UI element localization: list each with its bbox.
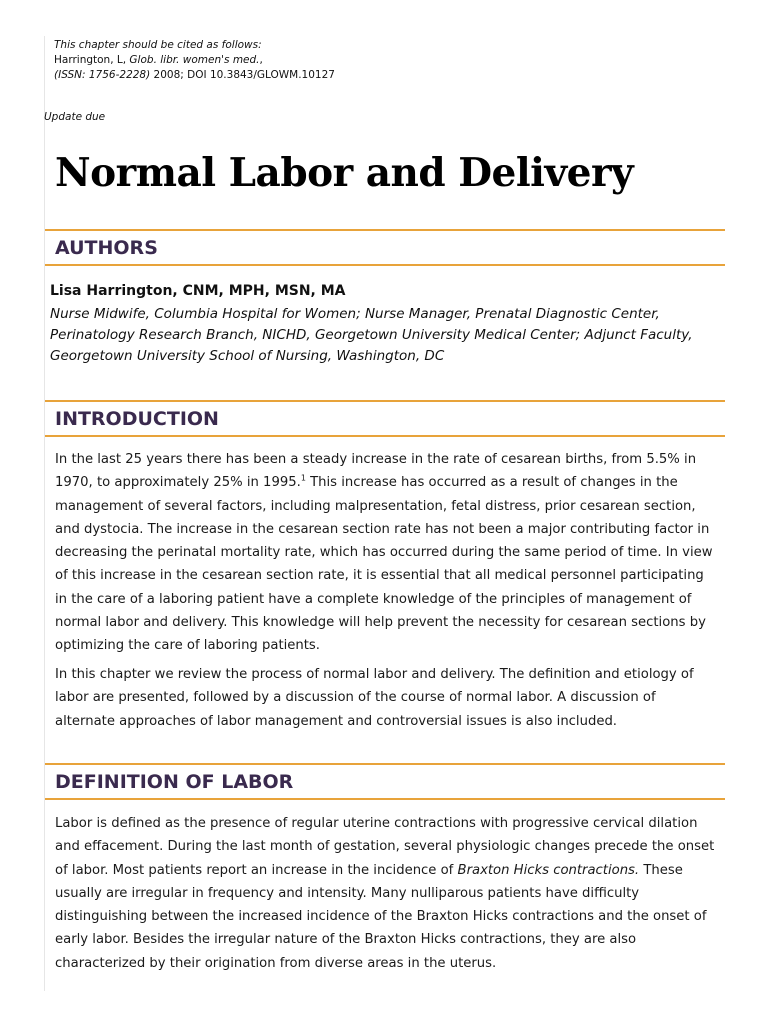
introduction-heading-text: INTRODUCTION — [55, 407, 219, 430]
citation-line-2: Harrington, L, Glob. libr. women's med., — [54, 54, 263, 66]
citation-line-3: (ISSN: 1756-2228) 2008; DOI 10.3843/GLOWM.10127 — [54, 69, 335, 81]
citation-block — [54, 38, 335, 83]
definition-paragraph-1: Labor is defined as the presence of regular uterine contractions with progressive cervical dilation and effacement. During the last month of gestation, several physiologic changes precede the onset of labor. Most patients report an increase in the incidence of Braxton Hicks contractions. These usually are irregular in frequency and intensity. Many nulliparous patients have difficulty distinguishing between the increased incidence of the Braxton Hicks contractions and the onset of early labor. Besides the irregular nature of the Braxton Hicks contractions, they are also characterized by their origination from diverse areas in the uterus. — [55, 816, 715, 971]
left-margin-rule — [44, 36, 45, 991]
definition-heading-text: DEFINITION OF LABOR — [55, 770, 294, 793]
definition-heading — [45, 763, 725, 800]
author-affiliation — [50, 304, 730, 367]
author-name: Lisa Harrington, CNM, MPH, MSN, MA — [50, 283, 346, 299]
introduction-paragraph-2: In this chapter we review the process of normal labor and delivery. The definition and etiology of labor are presented, followed by a discussion of the course of normal labor. A discussion of alternate approaches of labor management and controversial issues is also included. — [55, 667, 694, 729]
update-note: Update due — [44, 111, 106, 123]
braxton-hicks-term: Braxton Hicks contractions. — [457, 862, 640, 878]
introduction-paragraph-1: In the last 25 years there has been a steady increase in the rate of cesarean births, from 5.5% in 1970, to approximately 25% in 1995.$^1$ This increase has occurred as a result of changes in the management of several factors, including malpresentation, fetal distress, prior cesarean section, and dystocia. The increase in the cesarean section rate has not been a major contributing factor in decreasing the perinatal mortality rate, which has occurred during the same period of time. In view of this increase in the cesarean section rate, it is essential that all medical personnel participating in the care of a laboring patient have a complete knowledge of the principles of management of normal labor and delivery. This knowledge will help prevent the necessity for cesarean sections by optimizing the care of laboring patients. — [55, 452, 713, 654]
reference-link[interactable]: 1 — [300, 473, 306, 483]
authors-heading-text: AUTHORS — [55, 236, 158, 259]
introduction-heading — [45, 400, 725, 437]
affiliation-line: Nurse Midwife, Columbia Hospital for Women; Nurse Manager, Prenatal Diagnostic Center, — [50, 306, 660, 322]
page-title: Normal Labor and Delivery — [55, 150, 634, 196]
authors-heading — [45, 229, 725, 266]
affiliation-line: Georgetown University School of Nursing, Washington, DC — [50, 348, 445, 364]
affiliation-line: Perinatology Research Branch, NICHD, Georgetown University Medical Center; Adjunct Faculty, — [50, 327, 693, 343]
citation-line-1: This chapter should be cited as follows: — [54, 39, 262, 51]
